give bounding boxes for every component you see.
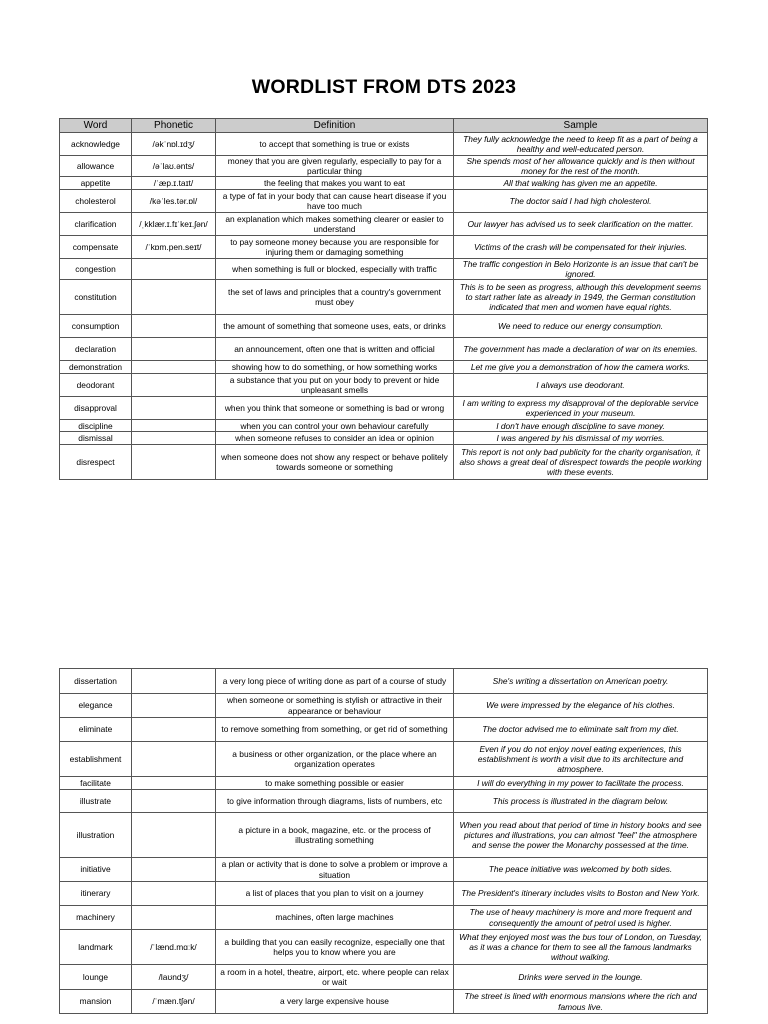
definition-cell: when someone does not show any respect or behave politely towards someone or something <box>216 445 454 480</box>
phonetic-cell <box>132 906 216 930</box>
sample-cell: They fully acknowledge the need to keep fit as a part of being a healthy and well-educated person. <box>454 133 708 156</box>
definition-cell: machines, often large machines <box>216 906 454 930</box>
word-cell: landmark <box>60 930 132 965</box>
phonetic-cell <box>132 420 216 432</box>
table-row <box>60 361 708 374</box>
definition-cell: the amount of something that someone uses, eats, or drinks <box>216 315 454 338</box>
word-cell: compensate <box>60 236 132 259</box>
phonetic-cell <box>132 858 216 882</box>
sample-cell: She's writing a dissertation on American poetry. <box>454 669 708 694</box>
sample-cell: Even if you do not enjoy novel eating experiences, this establishment is worth a visit due to its architecture and atmosphere. <box>454 742 708 777</box>
sample-cell: We need to reduce our energy consumption. <box>454 315 708 338</box>
word-cell: itinerary <box>60 882 132 906</box>
table-row <box>60 280 708 315</box>
definition-cell: a plan or activity that is done to solve a problem or improve a situation <box>216 858 454 882</box>
table-row <box>60 397 708 420</box>
table-row <box>60 990 708 1014</box>
phonetic-cell: /kəˈles.tər.ɒl/ <box>132 190 216 213</box>
table-row <box>60 190 708 213</box>
sample-cell: What they enjoyed most was the bus tour of London, on Tuesday, as it was a chance for them to see all the famous landmarks without walking. <box>454 930 708 965</box>
wordlist-table-top <box>59 118 708 480</box>
word-cell: clarification <box>60 213 132 236</box>
sample-cell: When you read about that period of time in history books and see pictures and illustrations, you can almost "feel" the atmosphere and sense the power the Monarchy possessed at the time. <box>454 813 708 858</box>
phonetic-cell <box>132 694 216 718</box>
definition-cell: to make something possible or easier <box>216 777 454 790</box>
definition-cell: to remove something from something, or get rid of something <box>216 718 454 742</box>
header-word: Word <box>60 119 132 133</box>
sample-cell: This is to be seen as progress, although this development seems to start rather late as already in 1949, the German constitution indicated that men and women have equal rights. <box>454 280 708 315</box>
definition-cell: when you think that someone or something is bad or wrong <box>216 397 454 420</box>
table-row <box>60 930 708 965</box>
definition-cell: the feeling that makes you want to eat <box>216 177 454 190</box>
table-row <box>60 669 708 694</box>
sample-cell: The President's itinerary includes visits to Boston and New York. <box>454 882 708 906</box>
definition-cell: the set of laws and principles that a country's government must obey <box>216 280 454 315</box>
phonetic-cell <box>132 280 216 315</box>
word-cell: elegance <box>60 694 132 718</box>
table-row <box>60 858 708 882</box>
word-cell: illustration <box>60 813 132 858</box>
word-cell: cholesterol <box>60 190 132 213</box>
word-cell: dismissal <box>60 432 132 445</box>
definition-cell: an explanation which makes something clearer or easier to understand <box>216 213 454 236</box>
sample-cell: The use of heavy machinery is more and more frequent and consequently the amount of petrol used is higher. <box>454 906 708 930</box>
table-row <box>60 790 708 813</box>
table-row <box>60 906 708 930</box>
table-row <box>60 236 708 259</box>
word-cell: mansion <box>60 990 132 1014</box>
word-cell: initiative <box>60 858 132 882</box>
phonetic-cell <box>132 374 216 397</box>
phonetic-cell: /əkˈnɒl.ɪdʒ/ <box>132 133 216 156</box>
table-row <box>60 813 708 858</box>
table-row <box>60 177 708 190</box>
phonetic-cell: /ˌkklær.ɪ.fɪˈkeɪ.ʃən/ <box>132 213 216 236</box>
table-row <box>60 133 708 156</box>
sample-cell: I always use deodorant. <box>454 374 708 397</box>
sample-cell: The peace initiative was welcomed by both sides. <box>454 858 708 882</box>
phonetic-cell <box>132 777 216 790</box>
word-cell: constitution <box>60 280 132 315</box>
definition-cell: a picture in a book, magazine, etc. or the process of illustrating something <box>216 813 454 858</box>
definition-cell: money that you are given regularly, especially to pay for a particular thing <box>216 156 454 177</box>
sample-cell: Our lawyer has advised us to seek clarification on the matter. <box>454 213 708 236</box>
page-title: WORDLIST FROM DTS 2023 <box>251 76 517 98</box>
phonetic-cell <box>132 432 216 445</box>
phonetic-cell <box>132 742 216 777</box>
sample-cell: Drinks were served in the lounge. <box>454 965 708 990</box>
phonetic-cell: /ˈkɒm.pen.seɪt/ <box>132 236 216 259</box>
table-row <box>60 777 708 790</box>
word-cell: congestion <box>60 259 132 280</box>
phonetic-cell <box>132 397 216 420</box>
definition-cell: a type of fat in your body that can cause heart disease if you have too much <box>216 190 454 213</box>
word-cell: facilitate <box>60 777 132 790</box>
word-cell: illustrate <box>60 790 132 813</box>
sample-cell: I will do everything in my power to facilitate the process. <box>454 777 708 790</box>
table-row <box>60 213 708 236</box>
sample-cell: The government has made a declaration of war on its enemies. <box>454 338 708 361</box>
header-phonetic: Phonetic <box>132 119 216 133</box>
definition-cell: a room in a hotel, theatre, airport, etc. where people can relax or wait <box>216 965 454 990</box>
word-cell: appetite <box>60 177 132 190</box>
word-cell: machinery <box>60 906 132 930</box>
definition-cell: showing how to do something, or how something works <box>216 361 454 374</box>
sample-cell: The street is lined with enormous mansions where the rich and famous live. <box>454 990 708 1014</box>
phonetic-cell <box>132 669 216 694</box>
sample-cell: She spends most of her allowance quickly and is then without money for the rest of the month. <box>454 156 708 177</box>
definition-cell: to accept that something is true or exists <box>216 133 454 156</box>
header-definition: Definition <box>216 119 454 133</box>
table-row <box>60 338 708 361</box>
word-cell: demonstration <box>60 361 132 374</box>
definition-cell: a business or other organization, or the place where an organization operates <box>216 742 454 777</box>
table-row <box>60 259 708 280</box>
header-row <box>60 119 708 133</box>
sample-cell: I don't have enough discipline to save money. <box>454 420 708 432</box>
phonetic-cell: /ˈæp.ɪ.taɪt/ <box>132 177 216 190</box>
table-row <box>60 420 708 432</box>
phonetic-cell: /ˈlænd.mɑːk/ <box>132 930 216 965</box>
sample-cell: This report is not only bad publicity for the charity organisation, it also shows a great deal of disrespect towards the people working with these events. <box>454 445 708 480</box>
table-row <box>60 965 708 990</box>
definition-cell: a building that you can easily recognize, especially one that helps you to know where you are <box>216 930 454 965</box>
table-row <box>60 882 708 906</box>
definition-cell: when someone refuses to consider an idea or opinion <box>216 432 454 445</box>
table-row <box>60 374 708 397</box>
word-cell: disapproval <box>60 397 132 420</box>
sample-cell: I was angered by his dismissal of my worries. <box>454 432 708 445</box>
definition-cell: an announcement, often one that is written and official <box>216 338 454 361</box>
word-cell: discipline <box>60 420 132 432</box>
word-cell: eliminate <box>60 718 132 742</box>
phonetic-cell <box>132 315 216 338</box>
word-cell: lounge <box>60 965 132 990</box>
definition-cell: to give information through diagrams, lists of numbers, etc <box>216 790 454 813</box>
phonetic-cell <box>132 338 216 361</box>
table-row <box>60 432 708 445</box>
table-row <box>60 718 708 742</box>
definition-cell: when you can control your own behaviour carefully <box>216 420 454 432</box>
wordlist-table-bottom <box>59 668 708 1014</box>
phonetic-cell: /ˈmæn.tʃən/ <box>132 990 216 1014</box>
phonetic-cell: /laʊndʒ/ <box>132 965 216 990</box>
word-cell: acknowledge <box>60 133 132 156</box>
header-sample: Sample <box>454 119 708 133</box>
word-cell: establishment <box>60 742 132 777</box>
definition-cell: when someone or something is stylish or attractive in their appearance or behaviour <box>216 694 454 718</box>
sample-cell: All that walking has given me an appetite. <box>454 177 708 190</box>
sample-cell: Victims of the crash will be compensated for their injuries. <box>454 236 708 259</box>
phonetic-cell <box>132 790 216 813</box>
phonetic-cell <box>132 361 216 374</box>
table-row <box>60 694 708 718</box>
definition-cell: a very long piece of writing done as part of a course of study <box>216 669 454 694</box>
table-row <box>60 445 708 480</box>
sample-cell: The doctor advised me to eliminate salt from my diet. <box>454 718 708 742</box>
sample-cell: The traffic congestion in Belo Horizonte is an issue that can't be ignored. <box>454 259 708 280</box>
word-cell: disrespect <box>60 445 132 480</box>
phonetic-cell <box>132 882 216 906</box>
phonetic-cell <box>132 445 216 480</box>
phonetic-cell <box>132 813 216 858</box>
phonetic-cell <box>132 718 216 742</box>
sample-cell: The doctor said I had high cholesterol. <box>454 190 708 213</box>
sample-cell: We were impressed by the elegance of his clothes. <box>454 694 708 718</box>
sample-cell: This process is illustrated in the diagram below. <box>454 790 708 813</box>
word-cell: dissertation <box>60 669 132 694</box>
sample-cell: I am writing to express my disapproval of the deplorable service experienced in your museum. <box>454 397 708 420</box>
word-cell: allowance <box>60 156 132 177</box>
table-row <box>60 742 708 777</box>
word-cell: consumption <box>60 315 132 338</box>
table-row <box>60 315 708 338</box>
definition-cell: a substance that you put on your body to prevent or hide unpleasant smells <box>216 374 454 397</box>
definition-cell: a list of places that you plan to visit on a journey <box>216 882 454 906</box>
definition-cell: a very large expensive house <box>216 990 454 1014</box>
word-cell: deodorant <box>60 374 132 397</box>
phonetic-cell <box>132 259 216 280</box>
table-row <box>60 156 708 177</box>
word-cell: declaration <box>60 338 132 361</box>
phonetic-cell: /əˈlaʊ.ənts/ <box>132 156 216 177</box>
definition-cell: to pay someone money because you are responsible for injuring them or damaging something <box>216 236 454 259</box>
definition-cell: when something is full or blocked, especially with traffic <box>216 259 454 280</box>
sample-cell: Let me give you a demonstration of how the camera works. <box>454 361 708 374</box>
